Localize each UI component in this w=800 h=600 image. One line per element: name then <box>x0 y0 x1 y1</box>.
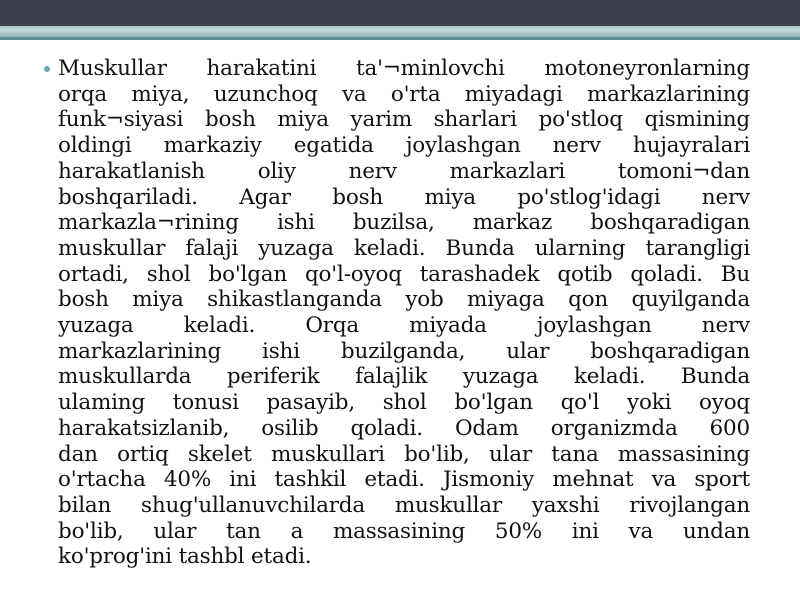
paragraph-line: harakatsizlanib, osilib qoladi. Odam organizmda 600 <box>58 415 750 441</box>
paragraph-line: yuzaga keladi. Orqa miyada joylashgan nerv <box>58 313 750 339</box>
paragraph-line: funk¬siyasi bosh miya yarim sharlari po'stloq qismining <box>58 107 750 133</box>
paragraph-line: boshqariladi. Agar bosh miya po'stlog'idagi nerv <box>58 184 750 210</box>
paragraph-line: dan ortiq skelet muskullari bo'lib, ular tana massasining <box>58 441 750 467</box>
paragraph-line: Muskullar harakatini ta'¬minlovchi motoneyronlarning <box>58 56 750 81</box>
slide-accent-band <box>0 26 800 40</box>
paragraph-line: bo'lib, ular tan a massasining 50% ini va undan <box>58 518 750 544</box>
paragraph-line: harakatlanish oliy nerv markazlari tomoni¬dan <box>58 158 750 184</box>
slide-header-bar <box>0 0 800 26</box>
paragraph-line: ulaming tonusi pasayib, shol bo'lgan qo'l yoki oyoq <box>58 390 750 416</box>
paragraph-line: ortadi, shol bo'lgan qo'l-oyoq tarashadek qotib qoladi. Bu <box>58 261 750 287</box>
paragraph-line: muskullar falaji yuzaga keladi. Bunda ularning tarangligi <box>58 235 750 261</box>
paragraph-line: bosh miya shikastlanganda yob miyaga qon quyilganda <box>58 287 750 313</box>
paragraph-line: markazlarining ishi buzilganda, ular boshqaradigan <box>58 338 750 364</box>
paragraph-line: o'rtacha 40% ini tashkil etadi. Jismoniy mehnat va sport <box>58 467 750 493</box>
paragraph-line: orqa miya, uzunchoq va o'rta miyadagi markazlarining <box>58 81 750 107</box>
paragraph-line: ko'prog'ini tashbl etadi. <box>58 544 312 570</box>
slide-content <box>58 56 750 570</box>
body-paragraph <box>58 56 750 570</box>
paragraph-line: bilan shug'ullanuvchilarda muskullar yaxshi rivojlangan <box>58 492 750 518</box>
paragraph-line: oldingi markaziy egatida joylashgan nerv hujayralari <box>58 133 750 159</box>
paragraph-line: markazla¬rining ishi buzilsa, markaz boshqaradigan <box>58 210 750 236</box>
paragraph-line: muskullarda periferik falajlik yuzaga keladi. Bunda <box>58 364 750 390</box>
bullet-dot-icon <box>44 66 50 72</box>
